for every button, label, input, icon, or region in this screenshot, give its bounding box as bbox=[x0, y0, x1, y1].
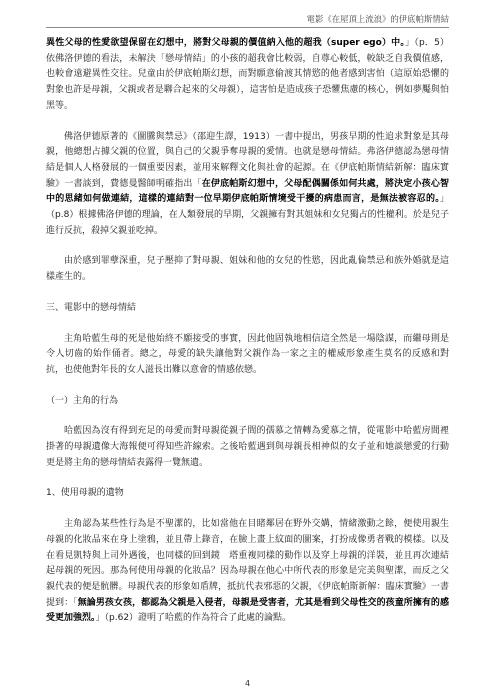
paragraph-text: 哈藍因為沒有得到充足的母愛而對母親從親子間的孺慕之情轉為愛慕之情，從電影中哈藍房間裡掛著的母親遺像大海報便可得知些許線索。之後哈藍遇到與母親長相神似的女子並和她談戀愛的行動更是將主角的戀母情結表露得一覽無遺。 bbox=[46, 426, 449, 468]
section-heading: 1、使用母親的遺物 bbox=[46, 488, 124, 499]
running-header: 電影《在屋頂上流浪》的伊底帕斯情結 bbox=[46, 13, 449, 28]
paragraph-text: 主角認為某些性行為是不聖潔的，比如當他在目睹鄰居在野外交媾，情緒激動之餘，便使用親生母親的化妝品來在身上塗鴉，並且帶上錄音，在臉上畫上紋面的圖案，打扮成像勇者戰的模樣。以及在看見凱特與上司外遇後，也同樣的回到鏡 塔重複同樣的動作以及穿上母親的洋裝，並且再次連結起母親的死因。那為何使用母親的化妝品？因為母親在他心中所代表的形象是完美與聖潔，而反之父親代表的便是骯髒。母親代表的形象如盾牌，抵抗代表邪惡的父親，《伊底帕斯新解：臨床實驗》一書提到：「 bbox=[46, 519, 449, 608]
paragraph-text: 由於感到罪孽深重，兒子壓抑了對母親、姐妹和他的女兒的性慾，因此亂倫禁忌和族外婚就是這樣產生的。 bbox=[46, 256, 449, 283]
section-heading: 三、電影中的戀母情結 bbox=[46, 302, 137, 313]
paragraph-text: 」（p.62）證明了哈藍的作為符合了此處的論點。 bbox=[95, 613, 292, 624]
section-heading: （一）主角的行為 bbox=[46, 395, 119, 406]
page-number: 4 bbox=[244, 679, 251, 688]
emphasized-quote: 在伊底帕斯幻想中，父母配偶關係如何共處，將決定小孩心智中的思緒如何做連結，這樣的連結對一位早期伊底帕斯情境受干擾的病患而言，是無法被容忍的。 bbox=[46, 178, 449, 205]
body-paragraph bbox=[46, 36, 449, 115]
body-paragraph bbox=[46, 130, 449, 240]
emphasized-quote: 異性父母的性愛欲望保留在幻想中，將對父母親的價值納入他的超我（super ego）中。 bbox=[46, 38, 406, 48]
body-paragraph bbox=[46, 424, 449, 471]
document-body bbox=[46, 36, 449, 642]
body-paragraph bbox=[46, 254, 449, 285]
body-paragraph bbox=[46, 332, 449, 379]
paragraph-text: 」（p.8）根據佛洛伊德的理論，在人類發展的早期，父親擁有對其姐妹和女兒獨占的性權利。於是兒子進行反抗，殺掉父親並吃掉。 bbox=[46, 194, 449, 236]
body-paragraph bbox=[46, 517, 449, 627]
paragraph-text: 」（p．5）依佛洛伊德的看法，未解決「戀母情結」的小孩的超我會比較弱，自尊心較低，較缺乏自我價值感，也較會遠避異性交往。兒童由於伊底帕斯幻想，而對願意偷渡其情慾的他者感到害怕（這原始恐懼的對象也許是母親，父親或者是聯合起來的父母親），這害怕是造成孩子恐懼焦慮的核心，例如夢魘與怕黑等。 bbox=[46, 38, 449, 111]
paragraph-text: 佛洛伊德原著的《圖騰與禁忌》（邵迎生譯，1913）一書中提出，男孩早期的性追求對象是其母親，他總想占據父親的位置，與自己的父親爭奪母親的愛情。也就是戀母情結。弗洛伊德認為戀母情結是個人人格發展的一個重要因素，並用來解釋文化與社會的起源。在《伊底帕斯情結新解：臨床實驗》一書談到，費德曼醫師明確指出「 bbox=[46, 131, 449, 189]
paragraph-text: 主角哈藍生母的死是他始終不願接受的事實，因此他固執地相信這全然是一場陰謀，而繼母則是令人切齒的始作俑者。總之，母愛的缺失讓他對父親作為一家之主的權威形象產生莫名的反感和對抗，也使他對年長的女人滋長出難以意會的情感依戀。 bbox=[46, 333, 449, 375]
emphasized-quote: 無論男孩女孩，都認為父親是入侵者，母親是受害者，尤其是看到父母性交的孩童所擁有的感受更加強烈。 bbox=[46, 597, 449, 624]
